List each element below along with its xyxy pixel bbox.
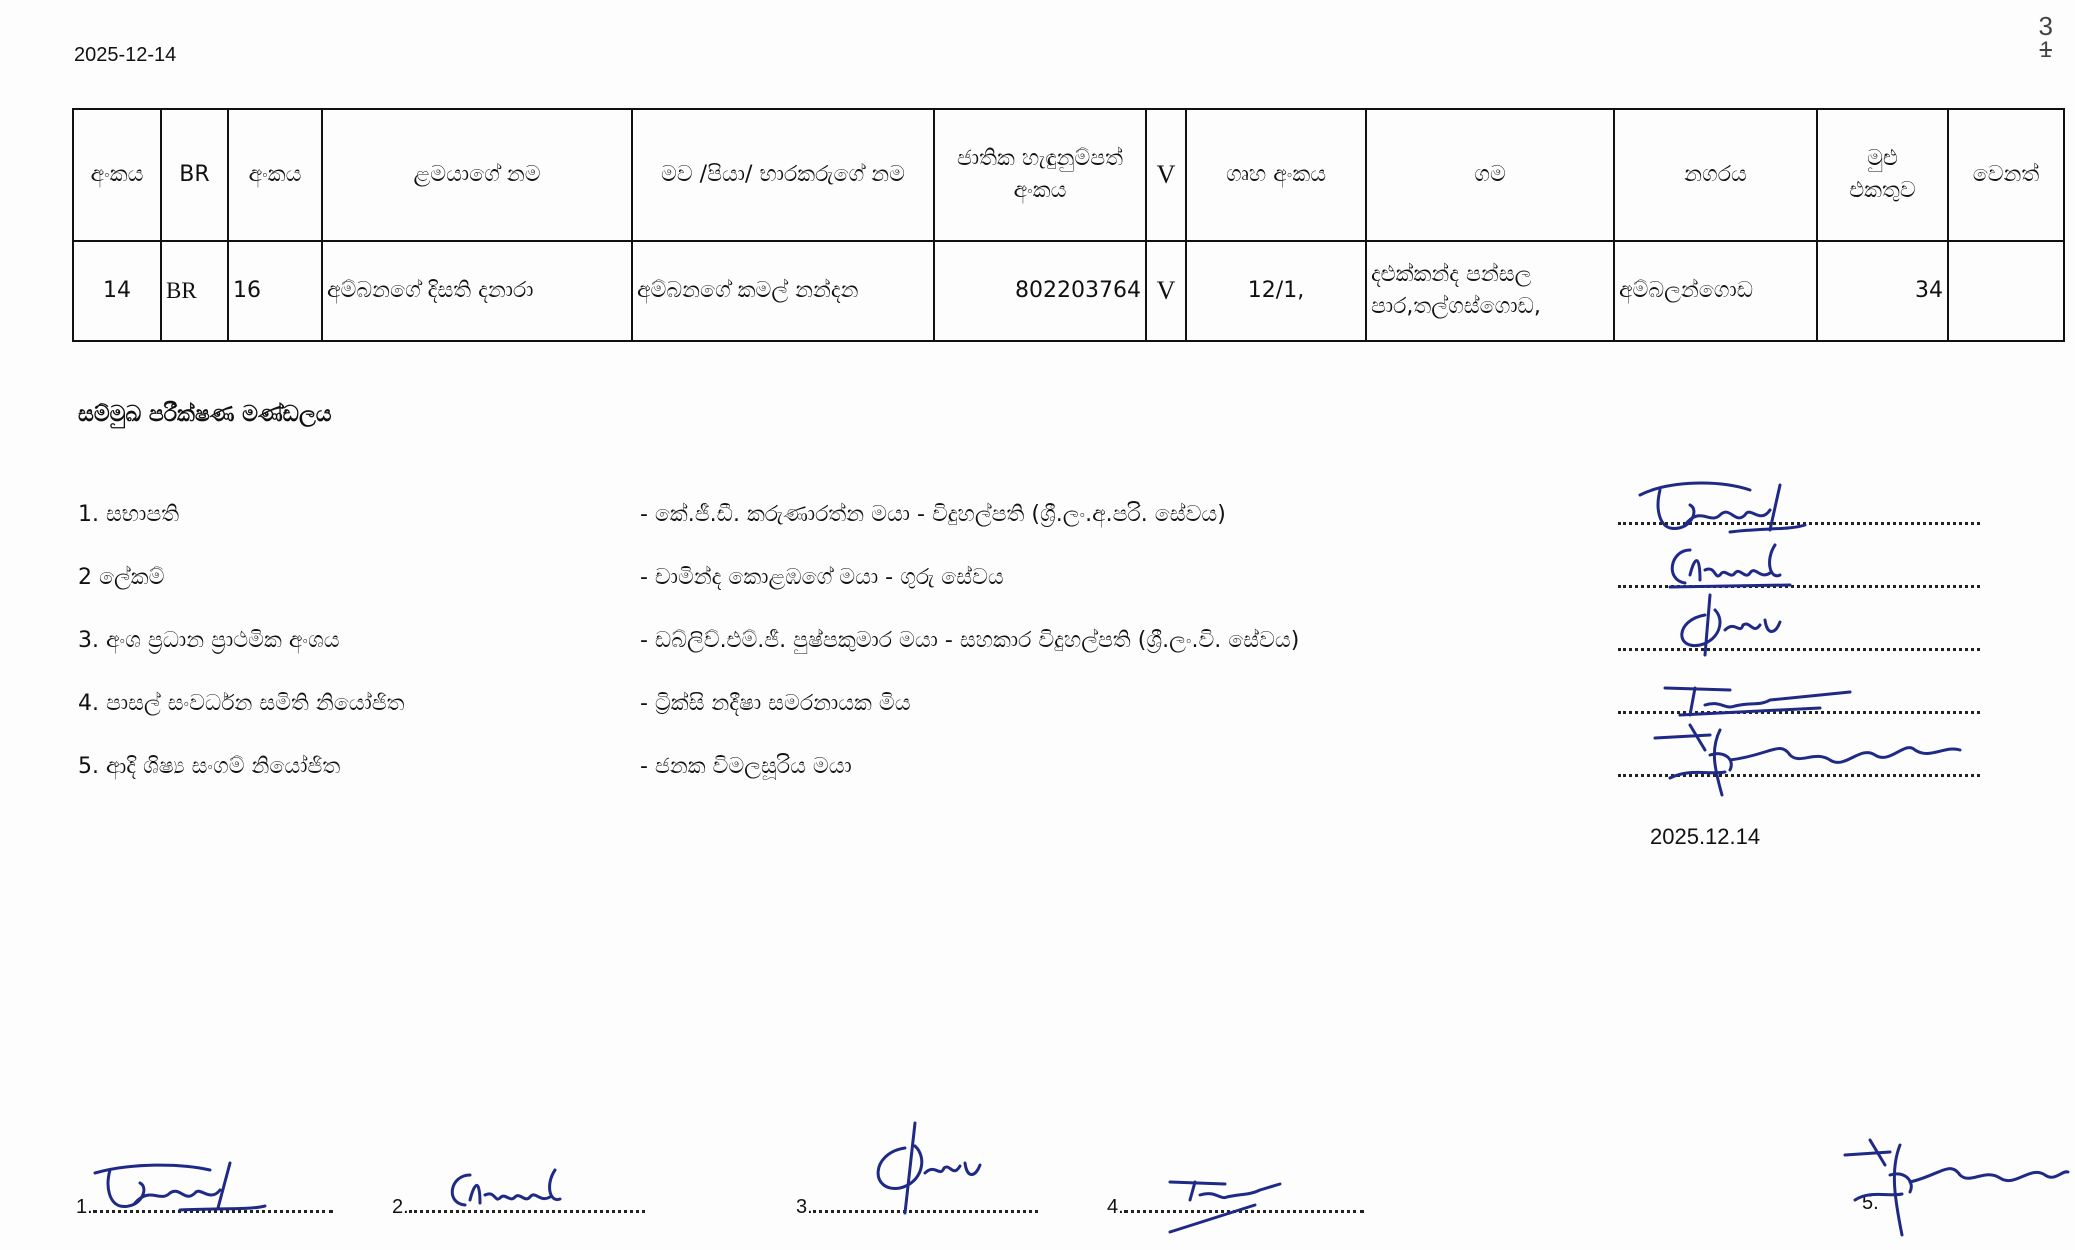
- signature-chairman: [1630, 470, 1810, 540]
- initial-number: 2.: [392, 1196, 409, 1218]
- initial-number: 3.: [796, 1196, 813, 1218]
- member-person: - කේ.ජී.ඩී. කරුණාරත්න මයා - විදුහල්පති (ශ්‍රී.ලං.අ.පරි. සේවය): [640, 502, 1226, 527]
- cell-village: දළුක්කන්ද පන්සල පාර,තල්ගස්ගොඩ,: [1366, 241, 1614, 341]
- initial-number: 5.: [1862, 1192, 1879, 1214]
- member-role: 3. අංශ ප්‍රධාන ප්‍රාථමික අංශය: [78, 628, 340, 653]
- cell-town: අම්බලන්ගොඩ: [1614, 241, 1817, 341]
- initial-signature-5: [1840, 1130, 2070, 1240]
- col-header-total: මුළු එකතුව: [1817, 109, 1948, 241]
- signature-alumni-rep: [1650, 720, 1970, 800]
- page-number-current: 3: [2038, 11, 2053, 41]
- page-number-struck: 1: [2039, 37, 2052, 62]
- page-number: [2038, 11, 2053, 62]
- signature-secretary: [1660, 535, 1810, 595]
- cell-total: 34: [1817, 241, 1948, 341]
- table-header-row: [73, 109, 2064, 241]
- member-person: - චාමින්ද කොළඹගේ මයා - ගුරු සේවය: [640, 565, 1004, 590]
- member-role: 4. පාසල් සංවර්ධන සමිති නියෝජිත: [78, 691, 405, 716]
- cell-v: V: [1146, 241, 1186, 341]
- col-header-village: ගම: [1366, 109, 1614, 241]
- signature-primary-head: [1665, 590, 1815, 660]
- member-person: - ට්‍රික්සි නදීෂා සමරනායක මිය: [640, 691, 911, 716]
- cell-br-no: 16: [228, 241, 322, 341]
- initial-signature-2: [440, 1165, 590, 1215]
- col-header-no: අංකය: [73, 109, 161, 241]
- initial-signature-4: [1165, 1170, 1285, 1240]
- table-row: [73, 241, 2064, 341]
- col-header-v: V: [1146, 109, 1186, 241]
- initial-signature-3: [860, 1118, 1000, 1218]
- member-role: 5. ආදි ශිෂ්‍ය සංගම් නියෝජිත: [78, 754, 341, 779]
- col-header-house-no: ගෘහ අංකය: [1186, 109, 1366, 241]
- col-header-br-no: අංකය: [228, 109, 322, 241]
- signature-sdc-rep: [1660, 670, 1860, 720]
- cell-house-no: 12/1,: [1186, 241, 1366, 341]
- cell-nic: 802203764: [934, 241, 1146, 341]
- col-header-nic: ජාතික හැඳුනුම්පත් අංකය: [934, 109, 1146, 241]
- col-header-br: BR: [161, 109, 228, 241]
- col-header-guardian-name: මව /පියා/ භාරකරුගේ නම: [632, 109, 934, 241]
- initial-signature-1: [90, 1158, 270, 1218]
- cell-no: 14: [73, 241, 161, 341]
- col-header-other: වෙනත්: [1948, 109, 2064, 241]
- initial-number: 4.: [1107, 1196, 1124, 1218]
- initial-number: 1.: [76, 1196, 93, 1218]
- member-role: 1. සභාපති: [78, 502, 180, 527]
- registration-table: [72, 108, 2065, 342]
- member-person: - ජනක විමලසූරිය මයා: [640, 754, 852, 779]
- signature-date: 2025.12.14: [1650, 824, 1761, 849]
- col-header-town: නගරය: [1614, 109, 1817, 241]
- cell-child-name: අම්බනගේ දිසති දනාරා: [322, 241, 632, 341]
- member-role: 2 ලේකම්: [78, 565, 165, 590]
- member-person: - ඩබ්ලිව්.එම්.ජී. පුෂ්පකුමාර මයා - සහකාර විදුහල්පති (ශ්‍රී.ලං.වි. සේවය): [640, 628, 1300, 653]
- cell-br: BR: [161, 241, 228, 341]
- document-date: 2025-12-14: [74, 44, 177, 66]
- board-title: සම්මුඛ පරීක්ෂණ මණ්ඩලය: [78, 402, 332, 427]
- cell-other: [1948, 241, 2064, 341]
- col-header-child-name: ළමයාගේ නම: [322, 109, 632, 241]
- cell-guardian-name: අම්බනගේ කමල් නන්දන: [632, 241, 934, 341]
